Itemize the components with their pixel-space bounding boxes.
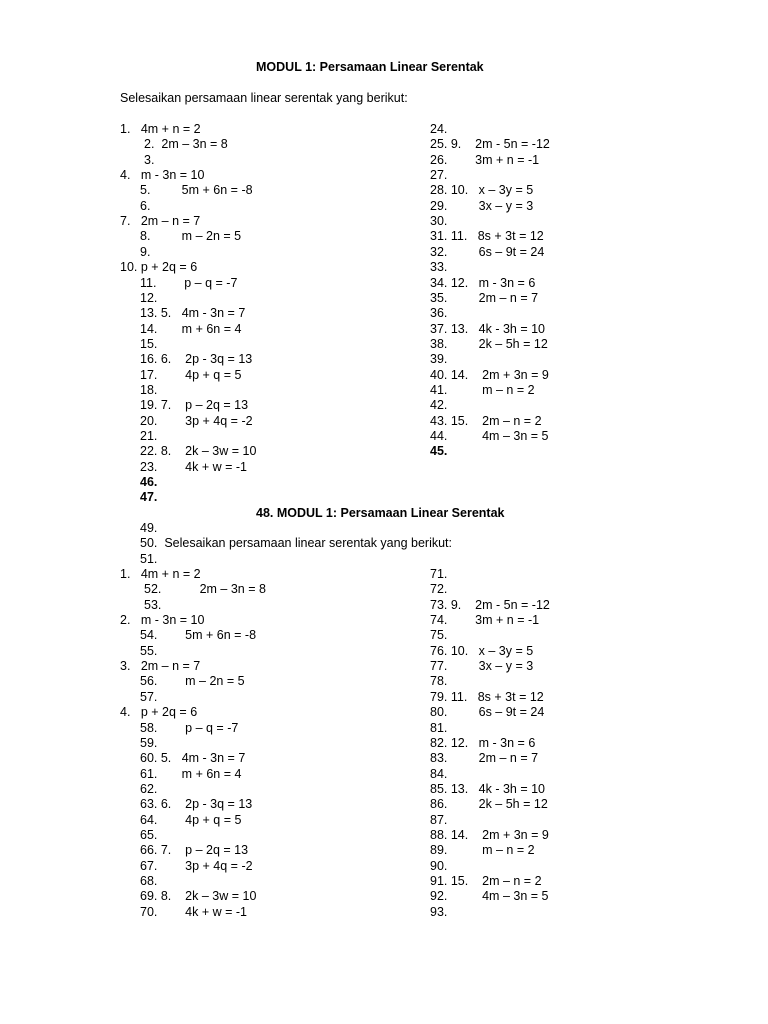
list-item: 87. [430, 813, 448, 827]
list-item: 69. 8. 2k – 3w = 10 [140, 889, 257, 903]
page-title: MODUL 1: Persamaan Linear Serentak [256, 60, 484, 74]
list-item: 47. [140, 490, 158, 504]
list-item: 4. p + 2q = 6 [120, 705, 198, 719]
list-item: 92. 4m – 3n = 5 [430, 889, 549, 903]
list-item: 72. [430, 582, 448, 596]
list-item: 5. 5m + 6n = -8 [140, 183, 253, 197]
list-item: 91. 15. 2m – n = 2 [430, 874, 542, 888]
list-item: 13. 5. 4m - 3n = 7 [140, 306, 246, 320]
list-item: 44. 4m – 3n = 5 [430, 429, 549, 443]
list-item: 88. 14. 2m + 3n = 9 [430, 828, 549, 842]
list-item: 66. 7. p – 2q = 13 [140, 843, 249, 857]
list-item: 39. [430, 352, 448, 366]
list-item: 90. [430, 859, 448, 873]
list-item: 93. [430, 905, 448, 919]
list-item: 53. [144, 598, 162, 612]
list-item: 51. [140, 552, 158, 566]
list-item: 29. 3x – y = 3 [430, 199, 534, 213]
list-item: 45. [430, 444, 448, 458]
list-item: 21. [140, 429, 158, 443]
list-item: 17. 4p + q = 5 [140, 368, 242, 382]
section-title-2: 48. MODUL 1: Persamaan Linear Serentak [256, 506, 505, 520]
list-item: 62. [140, 782, 158, 796]
list-item: 68. [140, 874, 158, 888]
list-item: 61. m + 6n = 4 [140, 767, 242, 781]
list-item: 2. m - 3n = 10 [120, 613, 205, 627]
list-item: 20. 3p + 4q = -2 [140, 414, 253, 428]
list-item: 37. 13. 4k - 3h = 10 [430, 322, 546, 336]
list-item: 57. [140, 690, 158, 704]
list-item: 23. 4k + w = -1 [140, 460, 247, 474]
list-item: 27. [430, 168, 448, 182]
list-item: 2. 2m – 3n = 8 [144, 137, 228, 151]
list-item: 26. 3m + n = -1 [430, 153, 540, 167]
list-item: 7. 2m – n = 7 [120, 214, 201, 228]
list-item: 25. 9. 2m - 5n = -12 [430, 137, 550, 151]
list-item: 85. 13. 4k - 3h = 10 [430, 782, 546, 796]
list-item: 42. [430, 398, 448, 412]
list-item: 46. [140, 475, 158, 489]
list-item: 12. [140, 291, 158, 305]
list-item: 55. [140, 644, 158, 658]
list-item: 77. 3x – y = 3 [430, 659, 534, 673]
list-item: 14. m + 6n = 4 [140, 322, 242, 336]
list-item: 43. 15. 2m – n = 2 [430, 414, 542, 428]
list-item: 56. m – 2n = 5 [140, 674, 245, 688]
list-item: 9. [140, 245, 151, 259]
list-item: 79. 11. 8s + 3t = 12 [430, 690, 544, 704]
list-item: 64. 4p + q = 5 [140, 813, 242, 827]
list-item: 8. m – 2n = 5 [140, 229, 242, 243]
list-item: 16. 6. 2p - 3q = 13 [140, 352, 253, 366]
list-item: 19. 7. p – 2q = 13 [140, 398, 249, 412]
list-item: 63. 6. 2p - 3q = 13 [140, 797, 253, 811]
list-item: 32. 6s – 9t = 24 [430, 245, 545, 259]
list-item: 35. 2m – n = 7 [430, 291, 539, 305]
list-item: 41. m – n = 2 [430, 383, 535, 397]
list-item: 67. 3p + 4q = -2 [140, 859, 253, 873]
list-item: 31. 11. 8s + 3t = 12 [430, 229, 544, 243]
list-item: 78. [430, 674, 448, 688]
list-item: 49. [140, 521, 158, 535]
list-item: 81. [430, 721, 448, 735]
list-item: 3. [144, 153, 155, 167]
list-item: 36. [430, 306, 448, 320]
list-item: 80. 6s – 9t = 24 [430, 705, 545, 719]
list-item: 4. m - 3n = 10 [120, 168, 205, 182]
list-item: 73. 9. 2m - 5n = -12 [430, 598, 550, 612]
list-item: 89. m – n = 2 [430, 843, 535, 857]
list-item: 24. [430, 122, 448, 136]
list-item: 15. [140, 337, 158, 351]
list-item: 50. Selesaikan persamaan linear serentak yang berikut: [140, 536, 452, 550]
list-item: 52. 2m – 3n = 8 [144, 582, 266, 596]
list-item: 3. 2m – n = 7 [120, 659, 201, 673]
list-item: 18. [140, 383, 158, 397]
list-item: 59. [140, 736, 158, 750]
list-item: 40. 14. 2m + 3n = 9 [430, 368, 549, 382]
list-item: 76. 10. x – 3y = 5 [430, 644, 534, 658]
list-item: 54. 5m + 6n = -8 [140, 628, 257, 642]
list-item: 6. [140, 199, 151, 213]
list-item: 22. 8. 2k – 3w = 10 [140, 444, 257, 458]
list-item: 11. p – q = -7 [140, 276, 238, 290]
list-item: 33. [430, 260, 448, 274]
list-item: 83. 2m – n = 7 [430, 751, 539, 765]
list-item: 38. 2k – 5h = 12 [430, 337, 548, 351]
list-item: 84. [430, 767, 448, 781]
list-item: 1. 4m + n = 2 [120, 567, 201, 581]
list-item: 75. [430, 628, 448, 642]
list-item: 30. [430, 214, 448, 228]
instruction-text: Selesaikan persamaan linear serentak yang berikut: [120, 91, 408, 105]
list-item: 70. 4k + w = -1 [140, 905, 247, 919]
list-item: 10. p + 2q = 6 [120, 260, 198, 274]
list-item: 1. 4m + n = 2 [120, 122, 201, 136]
list-item: 86. 2k – 5h = 12 [430, 797, 548, 811]
list-item: 58. p – q = -7 [140, 721, 239, 735]
list-item: 60. 5. 4m - 3n = 7 [140, 751, 246, 765]
list-item: 82. 12. m - 3n = 6 [430, 736, 536, 750]
list-item: 74. 3m + n = -1 [430, 613, 540, 627]
list-item: 28. 10. x – 3y = 5 [430, 183, 534, 197]
list-item: 71. [430, 567, 448, 581]
list-item: 34. 12. m - 3n = 6 [430, 276, 536, 290]
list-item: 65. [140, 828, 158, 842]
